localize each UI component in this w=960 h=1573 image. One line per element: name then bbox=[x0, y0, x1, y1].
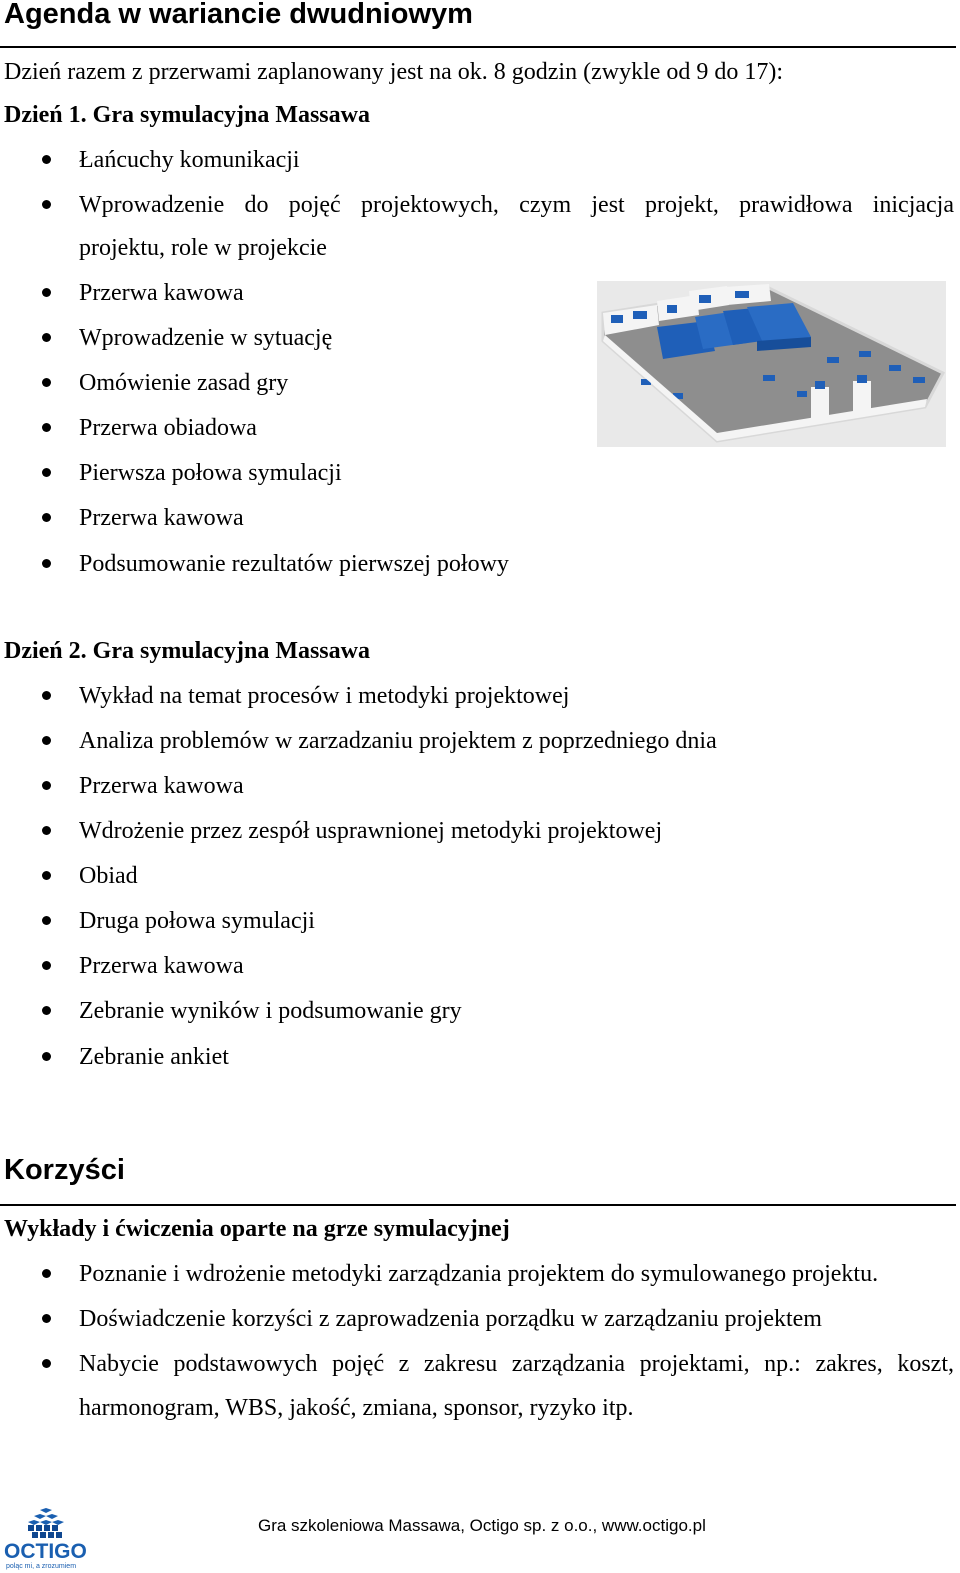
list-item-text: Przerwa kawowa bbox=[79, 505, 244, 531]
list-item-text: Przerwa kawowa bbox=[79, 953, 244, 979]
bullet-icon bbox=[42, 1052, 51, 1061]
bullet-icon bbox=[42, 288, 51, 297]
day2-title: Gra symulacyjna Massawa bbox=[92, 638, 370, 664]
list-item-text: Doświadczenie korzyści z zaprowadzenia porządku w zarządzaniu projektem bbox=[79, 1306, 822, 1332]
day2-heading bbox=[4, 639, 370, 663]
bullet-icon bbox=[42, 1006, 51, 1015]
list-item-text: Poznanie i wdrożenie metodyki zarządzania projektem do symulowanego projektu. bbox=[79, 1261, 879, 1287]
bullet-icon bbox=[42, 916, 51, 925]
footer-text: Gra szkoleniowa Massawa, Octigo sp. z o.o., www.octigo.pl bbox=[258, 1516, 706, 1535]
list-item-text: Przerwa kawowa bbox=[79, 280, 244, 306]
day1-heading bbox=[4, 103, 370, 127]
bullet-icon bbox=[42, 1269, 51, 1278]
bullet-icon bbox=[42, 736, 51, 745]
list-item-text: harmonogram, WBS, jakość, zmiana, sponsor, ryzyko itp. bbox=[79, 1395, 634, 1421]
list-item-text: Łańcuchy komunikacji bbox=[79, 147, 300, 173]
bullet-icon bbox=[42, 333, 51, 342]
logo-tagline: poląc mi, a zrozumiem bbox=[6, 1563, 77, 1570]
bullet-icon bbox=[42, 468, 51, 477]
day1-title: Gra symulacyjna Massawa bbox=[92, 102, 370, 128]
day1-label: Dzień 1. bbox=[4, 102, 87, 128]
massawa-board-illustration bbox=[597, 281, 946, 447]
list-item-text: Nabycie podstawowych pojęć z zakresu zarządzania projektami, np.: zakres, koszt, bbox=[79, 1351, 954, 1377]
list-item-text: Pierwsza połowa symulacji bbox=[79, 460, 342, 486]
list-item-text: Wprowadzenie w sytuację bbox=[79, 325, 333, 351]
logo-wordmark: OCTIGO bbox=[4, 1540, 87, 1563]
list-item-text: Druga połowa symulacji bbox=[79, 908, 315, 934]
bullet-icon bbox=[42, 155, 51, 164]
bullet-icon bbox=[42, 378, 51, 387]
bullet-icon bbox=[42, 691, 51, 700]
cube-stack-icon bbox=[26, 1508, 66, 1540]
bullet-icon bbox=[42, 200, 51, 209]
benefits-heading: Korzyści bbox=[4, 1154, 125, 1186]
bullet-icon bbox=[42, 826, 51, 835]
list-item-text: Analiza problemów w zarzadzaniu projektem z poprzedniego dnia bbox=[79, 728, 717, 754]
bullet-icon bbox=[42, 871, 51, 880]
list-item-text: Wdrożenie przez zespół usprawnionej metodyki projektowej bbox=[79, 818, 663, 844]
bullet-icon bbox=[42, 423, 51, 432]
day2-label: Dzień 2. bbox=[4, 638, 87, 664]
agenda-intro: Dzień razem z przerwami zaplanowany jest na ok. 8 godzin (zwykle od 9 do 17): bbox=[4, 59, 784, 85]
massawa-board-game-illustration-icon bbox=[597, 281, 946, 447]
list-item-text: Podsumowanie rezultatów pierwszej połowy bbox=[79, 551, 509, 577]
list-item-text: Zebranie wyników i podsumowanie gry bbox=[79, 998, 462, 1024]
list-item-text: Wykład na temat procesów i metodyki projektowej bbox=[79, 683, 570, 709]
list-item-text: Przerwa obiadowa bbox=[79, 415, 257, 441]
benefits-rule bbox=[0, 1204, 956, 1206]
bullet-icon bbox=[42, 961, 51, 970]
bullet-icon bbox=[42, 513, 51, 522]
list-item-text: Przerwa kawowa bbox=[79, 773, 244, 799]
heading-rule bbox=[0, 46, 956, 48]
list-item-text: Wprowadzenie do pojęć projektowych, czym jest projekt, prawidłowa inicjacja bbox=[79, 192, 954, 218]
list-item-text: Obiad bbox=[79, 863, 138, 889]
agenda-heading: Agenda w wariancie dwudniowym bbox=[4, 0, 473, 30]
bullet-icon bbox=[42, 781, 51, 790]
benefits-subtitle: Wykłady i ćwiczenia oparte na grze symulacyjnej bbox=[4, 1216, 510, 1242]
list-item-text: projektu, role w projekcie bbox=[79, 235, 327, 261]
list-item-text: Omówienie zasad gry bbox=[79, 370, 289, 396]
bullet-icon bbox=[42, 559, 51, 568]
octigo-logo bbox=[4, 1508, 87, 1570]
list-item-text: Zebranie ankiet bbox=[79, 1044, 229, 1070]
bullet-icon bbox=[42, 1314, 51, 1323]
bullet-icon bbox=[42, 1359, 51, 1368]
